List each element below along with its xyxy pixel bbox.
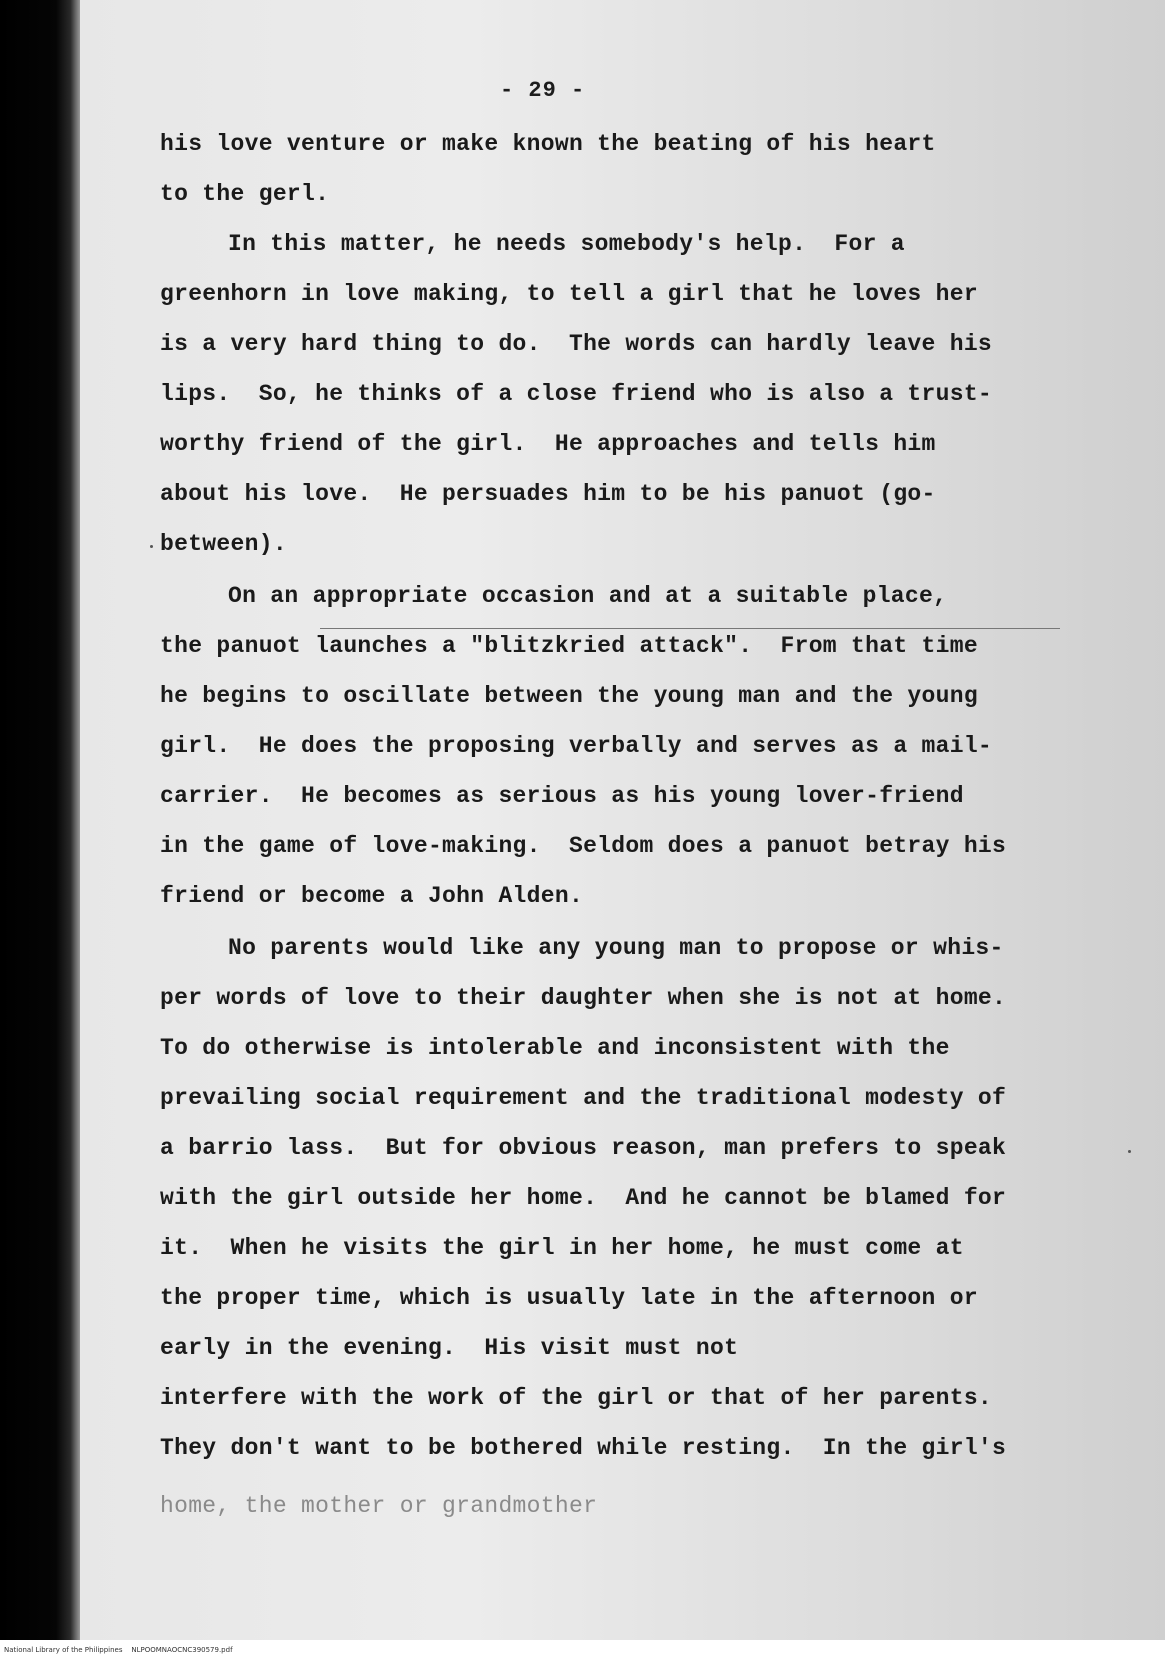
text-line: the proper time, which is usually late in the afternoon or (160, 1285, 978, 1311)
binding-shadow (0, 0, 80, 1640)
text-line: They don't want to be bothered while resting. In the girl's (160, 1435, 1007, 1461)
text-line-faint: home, the mother or grandmother (160, 1493, 598, 1519)
text-line: in the game of love-making. Seldom does a panuot betray his (160, 833, 1007, 859)
text-line: about his love. He persuades him to be his panuot (go- (160, 481, 936, 507)
text-line: worthy friend of the girl. He approaches and tells him (160, 431, 936, 457)
text-line: between). (160, 531, 287, 557)
text-line: interfere with the work of the girl or that of her parents. (160, 1385, 993, 1411)
text-line: the panuot launches a "blitzkried attack". From that time (160, 633, 978, 659)
text-line: girl. He does the proposing verbally and serves as a mail- (160, 733, 993, 759)
text-line: To do otherwise is intolerable and inconsistent with the (160, 1035, 950, 1061)
text-line: prevailing social requirement and the traditional modesty of (160, 1085, 1007, 1111)
text-line: greenhorn in love making, to tell a girl that he loves her (160, 281, 978, 307)
text-line: carrier. He becomes as serious as his young lover-friend (160, 783, 964, 809)
text-line: it. When he visits the girl in her home, he must come at (160, 1235, 964, 1261)
page-number: - 29 - (500, 78, 586, 103)
text-line: with the girl outside her home. And he cannot be blamed for (160, 1185, 1007, 1211)
pencil-underline (320, 628, 1060, 629)
text-line: On an appropriate occasion and at a suitable place, (228, 583, 948, 609)
text-line: lips. So, he thinks of a close friend who is also a trust- (160, 381, 993, 407)
text-line: to the gerl. (160, 181, 330, 207)
text-line: friend or become a John Alden. (160, 883, 584, 909)
footer-text: National Library of the Philippines NLPOOMNAOCNC390579.pdf (4, 1646, 233, 1654)
scan-speck (1128, 1150, 1131, 1153)
text-line: he begins to oscillate between the young man and the young (160, 683, 978, 709)
scan-speck (150, 545, 153, 548)
text-line: per words of love to their daughter when she is not at home. (160, 985, 1007, 1011)
text-line: early in the evening. His visit must not (160, 1335, 739, 1361)
text-line: a barrio lass. But for obvious reason, man prefers to speak (160, 1135, 1007, 1161)
text-line: his love venture or make known the beating of his heart (160, 131, 936, 157)
text-line: is a very hard thing to do. The words can hardly leave his (160, 331, 993, 357)
text-line: No parents would like any young man to propose or whis- (228, 935, 1004, 961)
text-line: In this matter, he needs somebody's help. For a (228, 231, 905, 257)
